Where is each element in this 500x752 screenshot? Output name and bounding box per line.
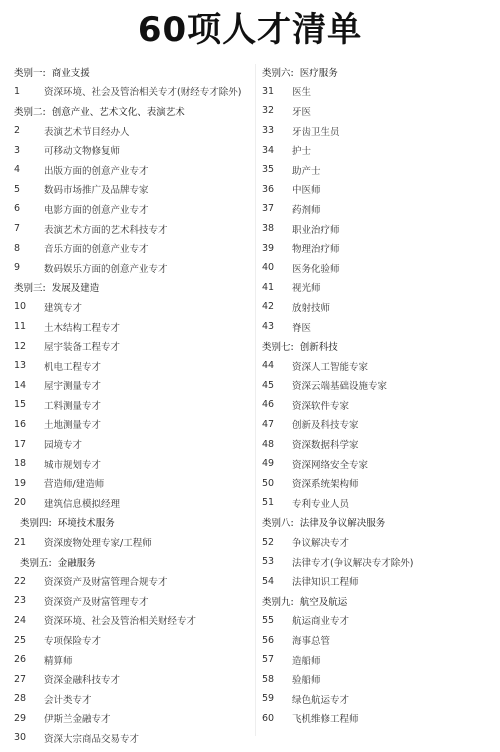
category-heading (14, 552, 252, 572)
list-item (14, 689, 252, 709)
item-number: 18 (14, 458, 27, 470)
list-item (14, 82, 252, 102)
item-name: 表演艺术节目经办人 (44, 126, 130, 138)
item-number: 43 (262, 321, 275, 333)
list-item (14, 434, 252, 454)
list-item (14, 317, 252, 337)
item-number: 1 (14, 85, 21, 97)
item-number: 60 (262, 712, 275, 724)
item-number: 48 (262, 438, 275, 450)
list-item (262, 709, 492, 729)
category-title: 航空及航运 (299, 596, 348, 608)
item-number: 13 (14, 360, 27, 372)
list-item (262, 552, 492, 572)
item-number: 29 (14, 712, 27, 724)
category-label: 类别八: (262, 518, 294, 530)
left-column (14, 62, 252, 748)
item-name: 资深资产及财富管理专才 (44, 596, 149, 608)
item-name: 护士 (292, 146, 312, 158)
item-name: 资深系统架构师 (292, 479, 359, 491)
item-name: 音乐方面的创意产业专才 (44, 244, 149, 256)
list-item (14, 728, 252, 748)
list-item (14, 297, 252, 317)
item-number: 34 (262, 144, 275, 156)
item-number: 6 (14, 203, 21, 215)
item-number: 8 (14, 242, 21, 254)
item-number: 51 (262, 497, 275, 509)
item-name: 绿色航运专才 (292, 694, 350, 706)
list-item (14, 571, 252, 591)
list-item (14, 180, 252, 200)
category-label: 类别一: (14, 67, 46, 79)
category-heading (14, 278, 252, 298)
item-number: 37 (262, 203, 275, 215)
item-name: 海事总管 (292, 636, 331, 648)
page-title: 60项人才清单 (137, 10, 363, 50)
item-number: 49 (262, 458, 275, 470)
item-number: 38 (262, 223, 275, 235)
item-number: 16 (14, 418, 27, 430)
list-item (262, 493, 492, 513)
item-number: 58 (262, 673, 275, 685)
item-number: 19 (14, 477, 27, 489)
item-number: 10 (14, 301, 27, 313)
list-item (14, 238, 252, 258)
item-name: 放射技师 (292, 302, 331, 314)
item-name: 医生 (292, 87, 312, 99)
item-name: 数码市场推广及品牌专家 (44, 185, 149, 197)
item-number: 44 (262, 360, 275, 372)
item-name: 法律知识工程师 (292, 577, 359, 589)
item-name: 会计类专才 (44, 694, 92, 706)
item-number: 55 (262, 614, 275, 626)
item-number: 28 (14, 693, 27, 705)
list-item (262, 689, 492, 709)
item-name: 建筑专才 (44, 302, 83, 314)
item-name: 园境专才 (44, 440, 83, 452)
item-name: 医务化验师 (292, 263, 340, 275)
item-name: 机电工程专才 (44, 361, 102, 373)
category-label: 类别九: (262, 596, 294, 608)
item-number: 17 (14, 438, 27, 450)
list-item (14, 376, 252, 396)
list-item (262, 434, 492, 454)
item-name: 伊斯兰金融专才 (44, 714, 111, 726)
category-title: 金融服务 (57, 557, 96, 569)
item-name: 资深大宗商品交易专才 (44, 733, 140, 745)
item-name: 资深网络安全专家 (292, 459, 369, 471)
list-item (262, 473, 492, 493)
item-name: 专项保险专才 (44, 636, 102, 648)
list-item (14, 650, 252, 670)
item-name: 资深废物处理专家/工程师 (44, 538, 152, 550)
item-name: 资深云端基础设施专家 (292, 381, 388, 393)
item-number: 27 (14, 673, 27, 685)
column-divider (255, 64, 256, 736)
item-number: 50 (262, 477, 275, 489)
list-item (262, 356, 492, 376)
list-item (262, 454, 492, 474)
item-name: 争议解决专才 (292, 538, 350, 550)
item-name: 法律专才(争议解决专才除外) (292, 557, 414, 569)
item-number: 31 (262, 85, 275, 97)
item-name: 资深资产及财富管理合规专才 (44, 577, 168, 589)
item-number: 46 (262, 399, 275, 411)
category-heading (262, 336, 492, 356)
list-item (14, 336, 252, 356)
item-number: 5 (14, 183, 21, 195)
item-name: 飞机维修工程师 (292, 714, 359, 726)
item-number: 57 (262, 654, 275, 666)
list-item (14, 395, 252, 415)
category-label: 类别四: (20, 518, 52, 530)
item-name: 航运商业专才 (292, 616, 350, 628)
item-name: 可移动文物修复师 (44, 146, 121, 158)
item-number: 35 (262, 164, 275, 176)
list-item (14, 630, 252, 650)
item-name: 土木结构工程专才 (44, 322, 121, 334)
item-name: 视光师 (292, 283, 321, 295)
item-number: 12 (14, 340, 27, 352)
category-title: 法律及争议解决服务 (299, 518, 386, 530)
item-number: 41 (262, 281, 275, 293)
list-item (262, 101, 492, 121)
list-item (14, 473, 252, 493)
list-item (14, 219, 252, 239)
item-number: 47 (262, 418, 275, 430)
item-name: 资深环境、社会及管治相关专才(财经专才除外) (44, 87, 242, 99)
item-number: 24 (14, 614, 27, 626)
item-name: 屋宇测量专才 (44, 381, 102, 393)
item-number: 40 (262, 262, 275, 274)
item-number: 59 (262, 693, 275, 705)
category-label: 类别二: (14, 106, 46, 118)
item-name: 助产士 (292, 165, 321, 177)
list-item (262, 571, 492, 591)
item-number: 15 (14, 399, 27, 411)
list-item (262, 258, 492, 278)
item-name: 职业治疗师 (292, 224, 340, 236)
item-name: 创新及科技专家 (292, 420, 359, 432)
list-item (14, 121, 252, 141)
category-label: 类别三: (14, 283, 46, 295)
category-heading (14, 62, 252, 82)
list-item (262, 82, 492, 102)
item-name: 造船师 (292, 655, 321, 667)
category-heading (14, 101, 252, 121)
category-heading (262, 591, 492, 611)
category-heading (262, 513, 492, 533)
item-name: 资深环境、社会及管治相关财经专才 (44, 616, 197, 628)
item-number: 52 (262, 536, 275, 548)
item-number: 30 (14, 732, 27, 744)
category-label: 类别六: (262, 67, 294, 79)
item-number: 21 (14, 536, 27, 548)
list-item (262, 160, 492, 180)
item-name: 专利专业人员 (292, 498, 350, 510)
list-item (262, 415, 492, 435)
list-item (262, 238, 492, 258)
list-item (262, 180, 492, 200)
list-item (14, 591, 252, 611)
item-name: 资深软件专家 (292, 400, 350, 412)
item-number: 3 (14, 144, 21, 156)
category-title: 医疗服务 (299, 67, 338, 79)
category-label: 类别七: (262, 342, 294, 354)
item-name: 城市规划专才 (44, 459, 102, 471)
item-number: 11 (14, 321, 27, 333)
item-number: 14 (14, 379, 27, 391)
item-name: 屋宇装备工程专才 (44, 342, 121, 354)
item-number: 53 (262, 556, 275, 568)
right-column (262, 62, 492, 728)
category-title: 创意产业、艺术文化、表演艺术 (51, 106, 185, 118)
item-name: 牙医 (292, 106, 312, 118)
item-number: 7 (14, 223, 21, 235)
item-number: 22 (14, 575, 27, 587)
category-heading (14, 513, 252, 533)
category-title: 环境技术服务 (57, 518, 115, 530)
category-heading (262, 62, 492, 82)
list-item (262, 278, 492, 298)
item-name: 数码娱乐方面的创意产业专才 (44, 263, 168, 275)
list-item (262, 140, 492, 160)
category-label: 类别五: (20, 557, 52, 569)
list-item (262, 532, 492, 552)
item-name: 资深数据科学家 (292, 440, 359, 452)
list-item (14, 709, 252, 729)
list-item (14, 160, 252, 180)
category-title: 创新科技 (299, 342, 338, 354)
item-name: 建筑信息模拟经理 (44, 498, 121, 510)
item-name: 出版方面的创意产业专才 (44, 165, 149, 177)
list-item (262, 376, 492, 396)
item-number: 20 (14, 497, 27, 509)
list-item (262, 395, 492, 415)
item-number: 33 (262, 125, 275, 137)
item-name: 土地测量专才 (44, 420, 102, 432)
item-name: 电影方面的创意产业专才 (44, 204, 149, 216)
item-number: 39 (262, 242, 275, 254)
list-item (14, 258, 252, 278)
item-number: 56 (262, 634, 275, 646)
list-item (14, 199, 252, 219)
list-item (262, 669, 492, 689)
list-item (262, 121, 492, 141)
item-number: 45 (262, 379, 275, 391)
list-item (262, 317, 492, 337)
list-item (14, 140, 252, 160)
item-name: 资深金融科技专才 (44, 675, 121, 687)
item-number: 2 (14, 125, 21, 137)
list-item (262, 611, 492, 631)
list-item (262, 650, 492, 670)
item-name: 中医师 (292, 185, 321, 197)
list-item (262, 199, 492, 219)
list-item (14, 669, 252, 689)
item-number: 26 (14, 654, 27, 666)
item-number: 23 (14, 595, 27, 607)
item-number: 36 (262, 183, 275, 195)
list-item (14, 611, 252, 631)
item-name: 资深人工智能专家 (292, 361, 369, 373)
item-number: 54 (262, 575, 275, 587)
item-number: 9 (14, 262, 21, 274)
list-item (262, 630, 492, 650)
item-name: 药剂师 (292, 204, 321, 216)
item-name: 物理治疗师 (292, 244, 340, 256)
category-title: 商业支援 (51, 67, 90, 79)
item-number: 4 (14, 164, 21, 176)
item-name: 脊医 (292, 322, 312, 334)
item-number: 25 (14, 634, 27, 646)
item-number: 42 (262, 301, 275, 313)
list-item (14, 356, 252, 376)
item-name: 牙齿卫生员 (292, 126, 340, 138)
category-title: 发展及建造 (51, 283, 100, 295)
item-name: 精算师 (44, 655, 73, 667)
list-item (14, 415, 252, 435)
item-name: 表演艺术方面的艺术科技专才 (44, 224, 168, 236)
list-item (262, 219, 492, 239)
list-item (262, 297, 492, 317)
list-item (14, 493, 252, 513)
item-number: 32 (262, 105, 275, 117)
item-name: 验船师 (292, 675, 321, 687)
item-name: 工料测量专才 (44, 400, 102, 412)
list-item (14, 532, 252, 552)
item-name: 营造师/建造师 (44, 479, 105, 491)
list-item (14, 454, 252, 474)
